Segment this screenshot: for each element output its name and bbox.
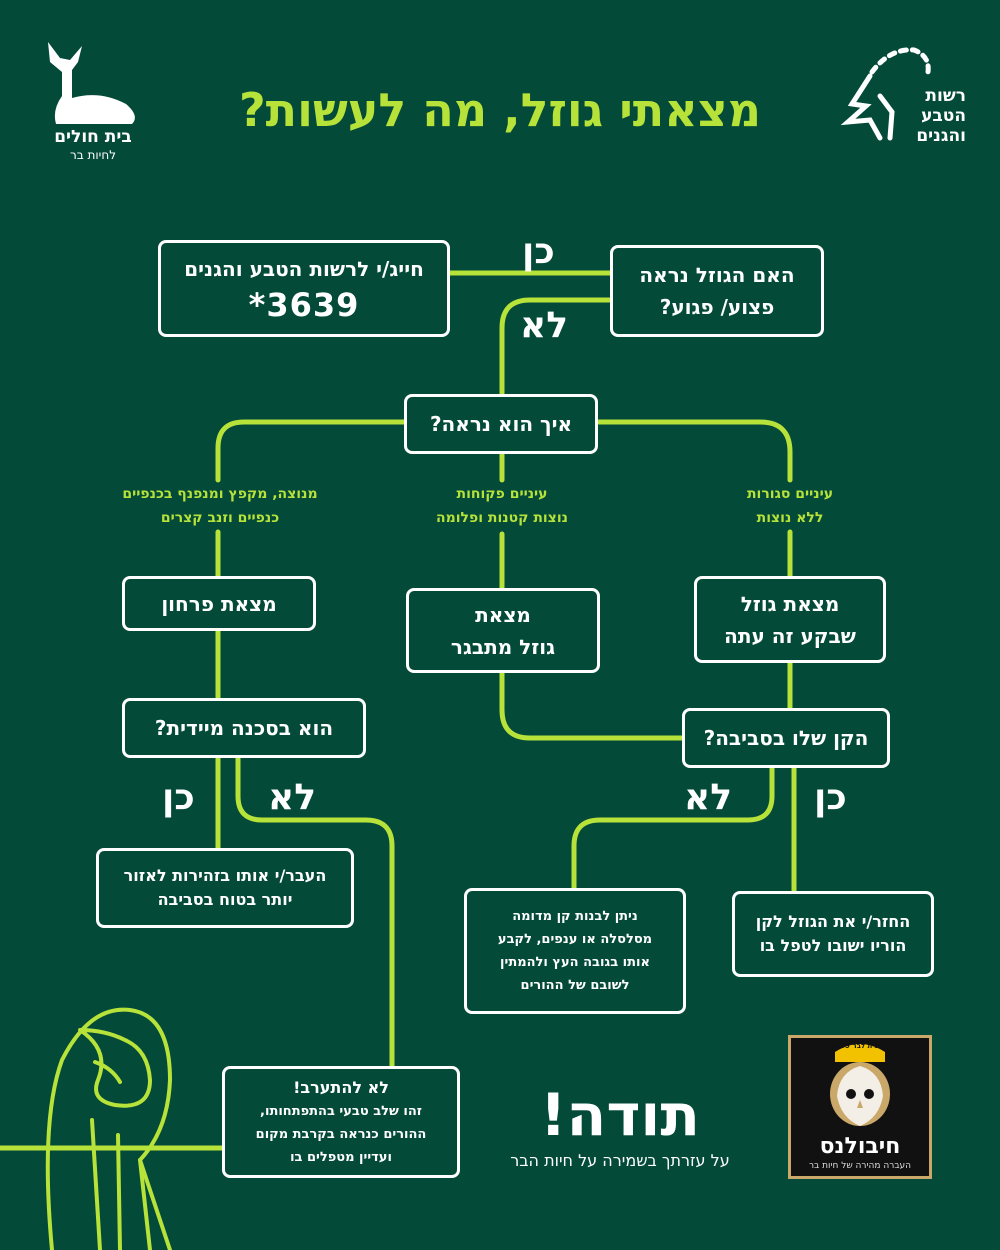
node-dont-intervene (222, 1066, 460, 1178)
badge-name: חיבולנס (819, 1134, 901, 1159)
node-dont-intervene-title: לא להתערב! (293, 1077, 389, 1097)
node-fledgling-line1: מצאת פרחון (161, 591, 277, 616)
node-nest-nearby-line1: הקן שלו בסביבה? (703, 726, 869, 750)
node-injured-question (610, 245, 824, 337)
label-feathered-line1: מנוצה, מקפץ ומנפנף בכנפיים (122, 486, 318, 502)
node-build-nest (464, 888, 686, 1014)
authority-logo-line3: והגנים (916, 126, 966, 146)
label-closed-eyes-line1: עיניים סגורות (746, 486, 834, 502)
answer-injured-no: לא (520, 305, 568, 346)
owl-icon (48, 1010, 170, 1250)
answer-danger-no: לא (268, 777, 316, 818)
node-build-nest-line4: לשובם של ההורים (520, 978, 630, 993)
node-nest-nearby (682, 708, 890, 768)
label-feathered-line2: כנפיים וזנב קצרים (160, 510, 280, 526)
deer-icon (48, 42, 135, 124)
node-immediate-danger (122, 698, 366, 758)
answer-nest-no: לא (684, 777, 732, 818)
label-open-eyes-line1: עיניים פקוחות (456, 486, 548, 502)
node-build-nest-line3: אותו בגובה העץ ולהמתין (500, 955, 650, 970)
connector-branch-right (596, 422, 790, 480)
node-injured-question-line2: פצוע/ פגוע? (659, 295, 775, 319)
node-build-nest-line2: מסלסלה או ענפים, לקבע (497, 932, 653, 947)
authority-logo-line1: רשות (925, 86, 966, 106)
answer-injured-yes: כן (522, 231, 555, 272)
node-dont-intervene-line2: זהו שלב טבעי בהתפתחותו, (260, 1103, 422, 1119)
badge-top-text: מונית לבר 3639 (830, 1042, 885, 1050)
node-hatchling (694, 576, 886, 663)
connector-branch-left (218, 422, 406, 480)
answer-danger-yes: כן (162, 777, 195, 818)
node-call-authority-line1: חייג/י לרשות הטבע והגנים (184, 256, 424, 281)
label-closed-eyes (700, 482, 880, 530)
node-nestling-line1: מצאת (475, 602, 531, 627)
hospital-logo-name: בית חולים (54, 127, 132, 147)
connector-nest-no (574, 768, 772, 890)
node-dont-intervene-line3: ההורים כנראה בקרבת מקום (255, 1126, 427, 1142)
node-dont-intervene-line4: ועדיין מטפלים בו (290, 1149, 392, 1165)
thanks-title: תודה! (540, 1081, 700, 1149)
node-return-nest (732, 891, 934, 977)
hospital-logo-sub: לחיות בר (69, 148, 117, 162)
node-nestling (406, 588, 600, 673)
node-build-nest-line1: ניתן לבנות קן מדומה (512, 909, 638, 924)
answer-nest-yes: כן (814, 777, 847, 818)
page-title: מצאתי גוזל, מה לעשות? (238, 83, 761, 137)
node-move-safe (96, 848, 354, 928)
node-how-looks (404, 394, 598, 454)
node-fledgling (122, 576, 316, 631)
chibulance-badge (788, 1035, 932, 1179)
badge-subtitle: העברה מהירה של חיות בר (808, 1161, 912, 1171)
node-injured-question-line1: האם הגוזל נראה (639, 263, 795, 287)
connector-nestling-to-nest (502, 672, 684, 738)
node-immediate-danger-line1: הוא בסכנה מיידית? (154, 716, 334, 740)
node-call-authority-phone: 3639* (248, 285, 360, 324)
node-nestling-line2: גוזל מתבגר (450, 634, 556, 659)
node-how-looks-line1: איך הוא נראה? (429, 412, 573, 436)
node-return-nest-line2: הוריו ישובו לטפל בו (759, 936, 907, 955)
node-return-nest-line1: החזר/י את הגוזל לקן (755, 912, 911, 931)
node-hatchling-line1: מצאת גוזל (740, 591, 840, 616)
node-move-safe-line2: יותר בטוח בסביבה (157, 890, 293, 909)
label-open-eyes-line2: נוצות קטנות ופלומה (436, 510, 568, 526)
node-move-safe-line1: העבר/י אותו בזהירות לאזור (123, 866, 327, 885)
label-closed-eyes-line2: ללא נוצות (756, 510, 824, 526)
thanks-subtitle: על עזרתך בשמירה על חיות הבר (510, 1151, 730, 1170)
authority-logo-line2: הטבע (921, 106, 966, 126)
node-hatchling-line2: שבקע זה עתה (724, 623, 856, 648)
node-call-authority (158, 240, 450, 337)
label-open-eyes (400, 482, 604, 530)
label-feathered (100, 482, 340, 530)
